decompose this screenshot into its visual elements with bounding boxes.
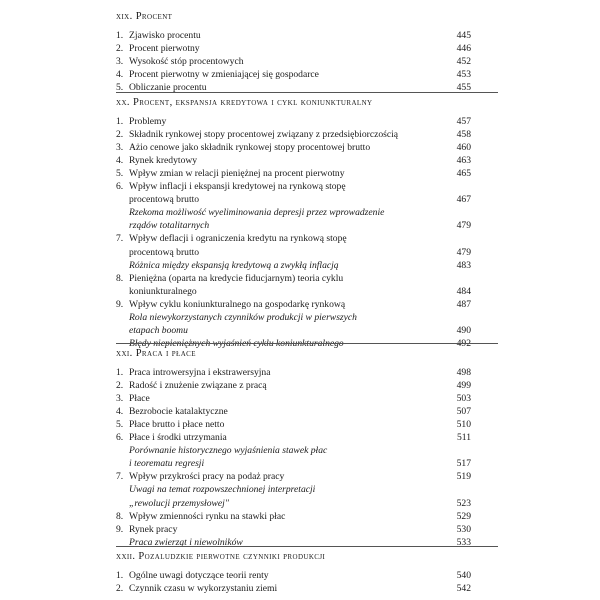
entry-title: Rynek kredytowy: [129, 155, 198, 167]
entry-title: Uwagi na temat rozpowszechnionej interpretacji: [129, 484, 316, 496]
chapter-heading-xxii[interactable]: xxii. Pozaludzkie pierwotne czynniki produkcji: [116, 551, 326, 562]
entry-page-number: 499: [456, 380, 471, 392]
entry-number: 5.: [116, 82, 124, 94]
entry-number: 1.: [116, 30, 124, 41]
entry-page-number: 540: [456, 570, 471, 581]
entry-page-number: 517: [456, 458, 471, 470]
chapter-heading-xxi[interactable]: xxi. Praca i płace: [116, 348, 196, 359]
entry-title: Wpływ zmienności rynku na stawki płac: [129, 510, 286, 522]
entry-number: 3.: [116, 56, 124, 68]
chapter-divider: [116, 92, 498, 93]
entry-page-number: 445: [456, 30, 471, 41]
entry-number: 6.: [116, 432, 124, 444]
entry-title: Wpływ przykrości pracy na podaż pracy: [129, 471, 285, 483]
entry-title: Płace: [129, 393, 150, 405]
entry-number: 7.: [116, 233, 124, 245]
entry-page-number: 503: [456, 393, 471, 405]
chapter-heading-xix[interactable]: xix. Procent: [116, 11, 173, 22]
entry-number: 1.: [116, 570, 124, 581]
entry-page-number: 529: [456, 510, 471, 522]
entry-number: 1.: [116, 367, 124, 378]
chapter-divider: [116, 546, 498, 547]
entry-page-number: 484: [456, 285, 471, 297]
entry-number: 2.: [116, 43, 124, 55]
entry-title: „rewolucji przemysłowej": [129, 497, 229, 509]
entry-number: 2.: [116, 129, 124, 141]
entry-number: 8.: [116, 272, 124, 284]
entry-number: 3.: [116, 142, 124, 154]
entry-page-number: 457: [456, 116, 471, 127]
entry-title: Płace i środki utrzymania: [129, 432, 227, 444]
entry-number: 9.: [116, 523, 124, 535]
entry-page-number: 519: [456, 471, 471, 483]
entry-page-number: 507: [456, 406, 471, 418]
entry-number: 6.: [116, 181, 124, 193]
entry-title: Praca introwersyjna i ekstrawersyjna: [129, 367, 271, 378]
entry-number: 1.: [116, 116, 124, 127]
entry-number: 4.: [116, 69, 124, 81]
entry-page-number: 523: [456, 497, 471, 509]
entry-title: Rynek pracy: [129, 523, 178, 535]
entry-title: Ogólne uwagi dotyczące teorii renty: [129, 570, 269, 581]
entry-page-number: 455: [456, 82, 471, 94]
entry-title: etapach boomu: [129, 324, 188, 336]
entry-number: 2.: [116, 380, 124, 392]
entry-page-number: 511: [456, 432, 471, 444]
entry-title: koniunkturalnego: [129, 285, 197, 297]
entry-page-number: 458: [456, 129, 471, 141]
chapter-divider: [116, 343, 498, 344]
entry-title: Błędy niepieniężnych wyjaśnień cyklu koniunkturalnego: [129, 337, 344, 349]
entry-title: Pieniężna (oparta na kredycie fiducjarnym) teoria cyklu: [129, 272, 344, 284]
entry-title: Bezrobocie katalaktyczne: [129, 406, 228, 418]
entry-page-number: 510: [456, 419, 471, 431]
entry-title: i teorematu regresji: [129, 458, 205, 470]
entry-page-number: 467: [456, 194, 471, 206]
entry-title: Składnik rynkowej stopy procentowej związany z przedsiębiorczością: [129, 129, 399, 141]
entry-page-number: 453: [456, 69, 471, 81]
entry-number: 5.: [116, 168, 124, 180]
entry-title: Radość i znużenie związane z pracą: [129, 380, 267, 392]
entry-page-number: 542: [456, 583, 471, 595]
entry-page-number: 498: [456, 367, 471, 378]
entry-title: procentową brutto: [129, 246, 200, 258]
entry-title: Wysokość stóp procentowych: [129, 56, 244, 68]
entry-number: 8.: [116, 510, 124, 522]
entry-number: 2.: [116, 583, 124, 595]
chapter-heading-xx[interactable]: xx. Procent, ekspansja kredytowa i cykl koniunkturalny: [116, 97, 373, 108]
entry-page-number: 492: [456, 337, 471, 349]
entry-title: Rola niewykorzystanych czynników produkcji w pierwszych: [129, 311, 357, 323]
entry-number: 5.: [116, 419, 124, 431]
entry-page-number: 465: [456, 168, 471, 180]
entry-page-number: 530: [456, 523, 471, 535]
entry-title: Wpływ zmian w relacji pieniężnej na procent pierwotny: [129, 168, 345, 180]
entry-number: 4.: [116, 155, 124, 167]
entry-page-number: 487: [456, 298, 471, 310]
entry-title: Problemy: [129, 116, 167, 127]
entry-page-number: 463: [456, 155, 471, 167]
entry-title: Czynnik czasu w wykorzystaniu ziemi: [129, 583, 278, 595]
entry-number: 3.: [116, 393, 124, 405]
entry-title: Procent pierwotny w zmieniającej się gospodarce: [129, 69, 319, 81]
entry-page-number: 483: [456, 259, 471, 271]
entry-page-number: 479: [456, 220, 471, 232]
entry-page-number: 490: [456, 324, 471, 336]
entry-number: 7.: [116, 471, 124, 483]
entry-page-number: 460: [456, 142, 471, 154]
entry-page-number: 452: [456, 56, 471, 68]
entry-title: rządów totalitarnych: [129, 220, 210, 232]
entry-title: Porównanie historycznego wyjaśnienia stawek płac: [129, 445, 328, 457]
entry-title: Obliczanie procentu: [129, 82, 207, 94]
entry-page-number: 446: [456, 43, 471, 55]
entry-number: 4.: [116, 406, 124, 418]
entry-page-number: 533: [456, 536, 471, 548]
entry-number: 9.: [116, 298, 124, 310]
entry-title: Praca zwierząt i niewolników: [129, 536, 243, 548]
entry-title: Wpływ inflacji i ekspansji kredytowej na rynkową stopę: [129, 181, 346, 193]
entry-title: procentową brutto: [129, 194, 200, 206]
entry-title: Wpływ deflacji i ograniczenia kredytu na rynkową stopę: [129, 233, 347, 245]
entry-title: Zjawisko procentu: [129, 30, 201, 41]
entry-title: Płace brutto i płace netto: [129, 419, 225, 431]
entry-title: Wpływ cyklu koniunkturalnego na gospodarkę rynkową: [129, 298, 346, 310]
entry-title: Procent pierwotny: [129, 43, 200, 55]
entry-page-number: 479: [456, 246, 471, 258]
entry-title: Ażio cenowe jako składnik rynkowej stopy procentowej brutto: [129, 142, 371, 154]
entry-title: Rzekoma możliwość wyeliminowania depresji przez wprowadzenie: [129, 207, 385, 219]
entry-title: Różnica między ekspansją kredytową a zwykłą inflacją: [129, 259, 339, 271]
